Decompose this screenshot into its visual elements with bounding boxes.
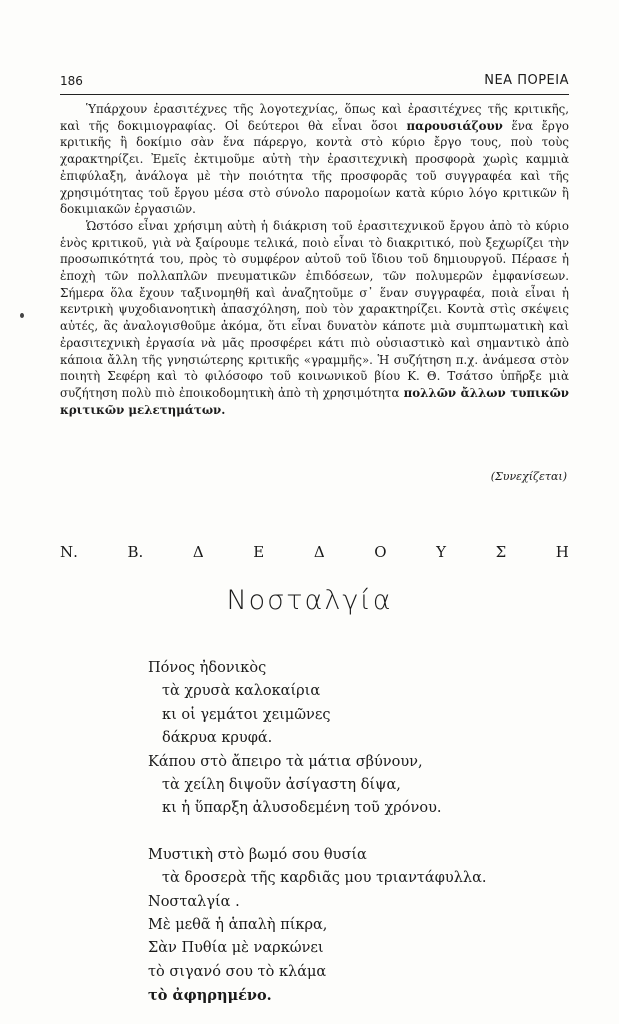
paragraph-2-bold: πολλῶν ἄλλων τυπικῶν κριτικῶν μελετημάτων. [60,385,569,417]
running-header [60,72,569,95]
poem-line: Πόνος ἠδονικὸς [148,660,267,676]
author-letter: Ε [253,543,265,561]
margin-mark [20,313,24,318]
poem-line: Μὲ μεθᾶ ἡ ἁπαλὴ πίκρα, [148,917,328,934]
paragraph-2 [60,218,569,418]
continued-note: (Συνεχίζεται) [490,470,567,483]
author-letter: Η [555,543,569,561]
author-letter: Ο [374,543,387,561]
poem-line: δάκρυα κρυφά. [162,730,273,747]
paragraph-1-bold: παρουσιάζουν [406,118,503,133]
poem-line: τὰ χείλη διψοῦν ἀσίγαστη δίψα, [162,777,401,794]
author-letter: Δ [192,543,204,561]
poem-line: Σὰν Πυθία μὲ ναρκώνει [148,940,324,957]
paragraph-1-part-1: Ὑπάρχουν ἐρασιτέχνες τῆς λογοτεχνίας, ὅπως καὶ ἐρασιτέχνες τῆς κριτικῆς, καὶ τῆς δοκιμιογραφίας. Οἱ δεύτεροι θὰ εἶναι ὅσοι [60,102,569,133]
stanza-break [148,821,486,844]
poem-line: τὸ σιγανό σου τὸ κλάμα [148,963,327,980]
poem-title: Νοσταλγία [226,585,393,616]
poem-line: τὰ χρυσὰ καλοκαίρια [162,683,321,700]
poem-line: κι ἡ ὕπαρξη ἀλυσοδεμένη τοῦ χρόνου. [162,800,442,817]
author-letter: Β. [127,543,144,561]
author-letter: Υ [436,543,447,561]
author-letter: Ν. [60,543,78,561]
poem-line: τὰ δροσερὰ τῆς καρδιᾶς μου τριαντάφυλλα. [162,870,487,887]
poem-author [60,543,569,561]
poem-line: Νοσταλγία . [148,893,240,910]
author-letter: Σ [495,543,507,561]
poem-line: Κάπου στὸ ἄπειρο τὰ μάτια σβύνουν, [148,753,423,770]
journal-title: ΝΕΑ ΠΟΡΕΙΑ [484,73,569,88]
paragraph-1 [60,101,569,218]
paragraph-1-part-2: ἕνα ἔργο κριτικῆς ἢ δοκίμιο σὰν ἕνα πάρεργο, κοντὰ στὸ κύριο ἔργο τους, ποὺ τοὺς χαρακτηρίζει. Ἐμεῖς ἐκτιμοῦμε αὐτὴ τὴν ἐρασιτεχνικὴ προσφορὰ χωρὶς καμμιὰ ἐπιφύλαξη, ἀνάλογα μὲ τὴν ποιότητα τῆς προσφορᾶς τοῦ συγγραφέα καὶ τῆς χρησιμότητας τοῦ ἔργου μέσα στὸ σύνολο παρομοίων κατὰ κύριο λόγο κριτικῶν ἢ δοκιμιακῶν ἐργασιῶν. [60,118,569,217]
poem-line: Μυστικὴ στὸ βωμό σου θυσία [148,846,367,863]
paragraph-2-part-1: Ὡστόσο εἶναι χρήσιμη αὐτὴ ἡ διάκριση τοῦ ἐρασιτεχνικοῦ ἔργου ἀπὸ τὸ κύριο ἑνὸς κριτικοῦ, γιὰ νὰ ξαίρουμε τελικά, ποιὸ εἶναι τὸ διακριτικό, ποὺ ξεχωρίζει τὴν προσωπικότητά του, πρὸς τὸ συμφέρον αὐτοῦ τοῦ ἴδιου τοῦ δημιουργοῦ. Πέρασε ἡ ἐποχὴ τῶν πολλαπλῶν πνευματικῶν ἐπιδόσεων, τῶν πολυμερῶν ἐμφανίσεων. Σήμερα ὅλα ἔχουν ταξινομηθῆ καὶ ἀναζητοῦμε σ᾽ ἕναν συγγραφέα, ποιὰ εἶναι ἡ κεντρικὴ ψυχοδιανοητικὴ ἀπασχόληση, ποὺ τὸν χαρακτηρίζει. Κοντὰ στὶς σκέψεις αὐτές, ἂς ἀναλογισθοῦμε ἀκόμα, ὅτι εἶναι δυνατὸν κάποτε μιὰ συμπτωματικὴ καὶ ἐρασιτεχνικὴ ἐργασία νὰ μᾶς προσφέρει κάτι πιὸ οὐσιαστικὸ καὶ σημαντικὸ ἀπὸ κάποια ἄλλη τῆς γνησιώτερης κριτικῆς «γραμμῆς». Ἡ συζήτηση π.χ. ἀνάμεσα στὸν ποιητὴ Σεφέρη καὶ τὸ φιλόσοφο τοῦ κοινωνικοῦ βίου Κ. Θ. Τσάτσο ὑπῆρξε μιὰ συζήτηση πολὺ πιὸ ἐποικοδομητικὴ ἀπὸ τὴ χρησιμότητα [60,218,569,400]
poem-line: κι οἱ γεμάτοι χειμῶνες [162,706,331,723]
poem-line: τὸ ἀφηρημένο. [148,987,272,1005]
author-letter: Δ [313,543,325,561]
poem-body [148,657,486,1008]
page-number: 186 [60,74,83,88]
article-text [60,101,569,418]
